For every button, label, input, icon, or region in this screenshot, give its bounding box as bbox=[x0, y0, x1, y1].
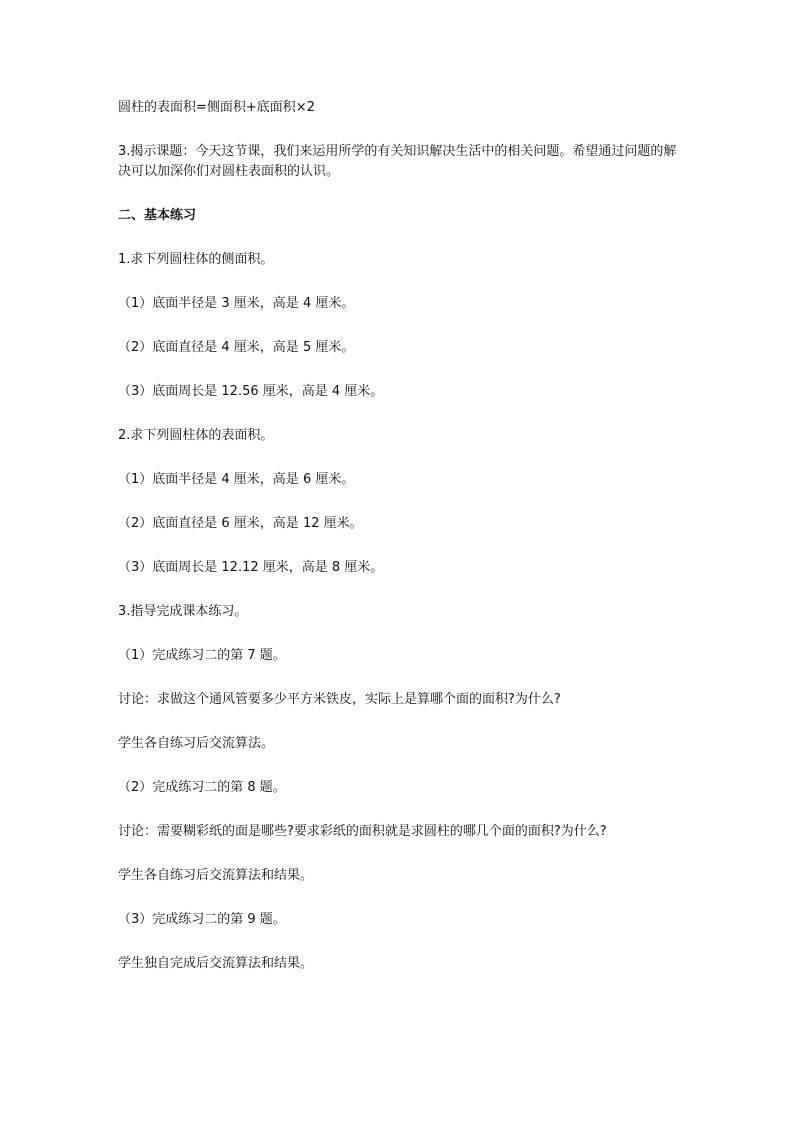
exercise-1-item-1: （1）底面半径是 3 厘米，高是 4 厘米。 bbox=[118, 296, 355, 311]
document-body bbox=[118, 98, 683, 998]
section-heading-basic-practice: 二、基本练习 bbox=[118, 208, 197, 223]
student-activity-1: 学生各自练习后交流算法。 bbox=[118, 736, 275, 751]
exercise-3-title: 3.指导完成课本练习。 bbox=[118, 604, 248, 619]
exercise-3-item-2: （2）完成练习二的第 8 题。 bbox=[118, 780, 286, 795]
exercise-2-title: 2.求下列圆柱体的表面积。 bbox=[118, 428, 274, 443]
topic-intro-paragraph: 3.揭示课题：今天这节课，我们来运用所学的有关知识解决生活中的相关问题。希望通过问题的解决可以加深你们对圆柱表面积的认识。 bbox=[118, 144, 677, 179]
discussion-2: 讨论：需要糊彩纸的面是哪些?要求彩纸的面积就是求圆柱的哪几个面的面积?为什么? bbox=[118, 824, 607, 839]
exercise-3-item-1: （1）完成练习二的第 7 题。 bbox=[118, 648, 286, 663]
exercise-1-item-2: （2）底面直径是 4 厘米，高是 5 厘米。 bbox=[118, 340, 355, 355]
exercise-2-item-2: （2）底面直径是 6 厘米，高是 12 厘米。 bbox=[118, 516, 363, 531]
exercise-3-item-3: （3）完成练习二的第 9 题。 bbox=[118, 912, 286, 927]
exercise-1-item-3: （3）底面周长是 12.56 厘米，高是 4 厘米。 bbox=[118, 384, 384, 399]
exercise-2-item-3: （3）底面周长是 12.12 厘米，高是 8 厘米。 bbox=[118, 560, 384, 575]
exercise-1-title: 1.求下列圆柱体的侧面积。 bbox=[118, 252, 274, 267]
discussion-1: 讨论：求做这个通风管要多少平方米铁皮，实际上是算哪个面的面积?为什么? bbox=[118, 692, 561, 707]
student-activity-3: 学生独自完成后交流算法和结果。 bbox=[118, 956, 314, 971]
formula-line: 圆柱的表面积=侧面积+底面积×2 bbox=[118, 100, 315, 115]
student-activity-2: 学生各自练习后交流算法和结果。 bbox=[118, 868, 314, 883]
exercise-2-item-1: （1）底面半径是 4 厘米，高是 6 厘米。 bbox=[118, 472, 355, 487]
